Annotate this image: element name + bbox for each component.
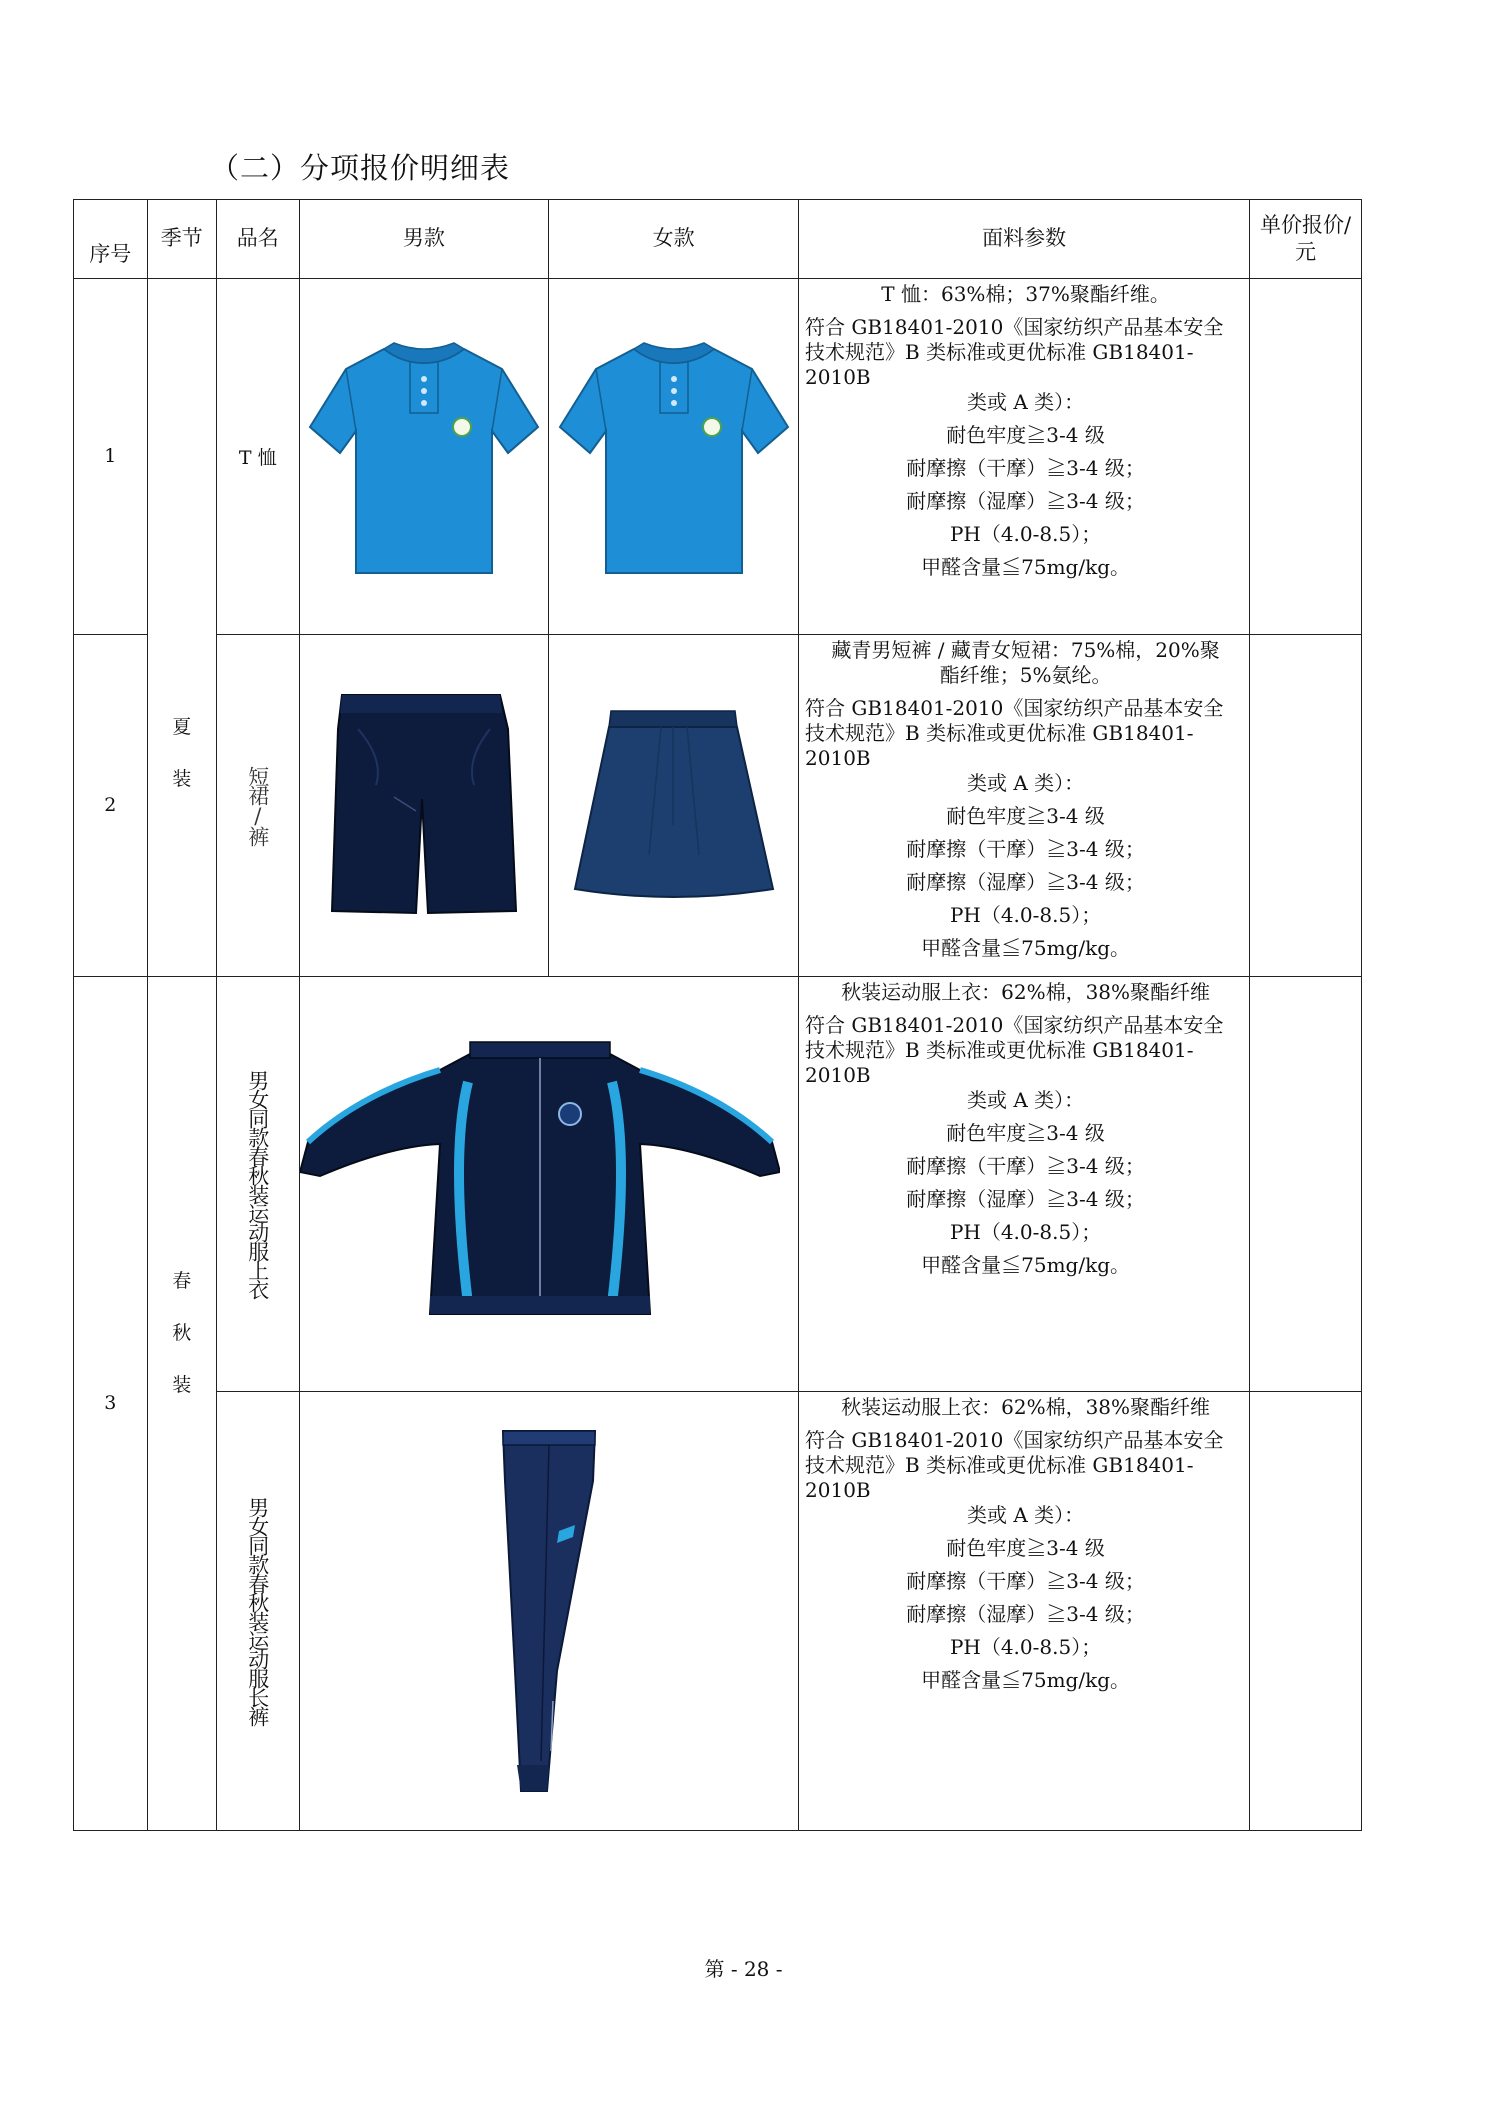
header-season: 季节 — [147, 200, 216, 279]
jacket-cell — [299, 976, 798, 1392]
table-row — [74, 976, 1362, 1392]
price-cell[interactable] — [1250, 279, 1362, 634]
male-shorts-cell — [299, 634, 549, 976]
row-seq: 3 — [74, 976, 148, 1830]
tshirt-image — [306, 331, 542, 581]
fabric-params: 藏青男短裤 / 藏青女短裙：75%棉，20%聚 酯纤维；5%氨纶。 符合 GB18401-2010《国家纺织产品基本安全 技术规范》B 类标准或更优标准 GB18401-2010B 类或 A 类）： 耐色牢度≧3-4 级 耐摩擦（干摩）≧3-4 级； 耐摩擦（湿摩）≧3-4 级； PH（4.0-8.5）； 甲醛含量≦75mg/kg。 — [799, 634, 1250, 976]
header-item: 品名 — [216, 200, 299, 279]
row-seq: 2 — [74, 634, 148, 976]
fabric-intro: T 恤：63%棉；37%聚酯纤维。 — [881, 282, 1170, 307]
page-number: 第 - 28 - — [704, 1957, 783, 1981]
header-fabric: 面料参数 — [799, 200, 1250, 279]
fabric-intro: 藏青男短裤 / 藏青女短裙：75%棉，20%聚 — [831, 637, 1220, 662]
female-skirt-cell — [549, 634, 799, 976]
tshirt-image — [556, 331, 792, 581]
pants-cell — [299, 1392, 798, 1831]
price-cell[interactable] — [1250, 976, 1362, 1392]
page-title: （二）分项报价明细表 — [210, 151, 511, 185]
price-cell[interactable] — [1250, 1392, 1362, 1831]
female-tshirt-cell — [549, 279, 799, 634]
row-item: 短裙/裤 — [216, 634, 299, 976]
header-female: 女款 — [549, 200, 799, 279]
fabric-intro: 秋装运动服上衣：62%棉，38%聚酯纤维 — [841, 1395, 1211, 1420]
row-item: T 恤 — [216, 279, 299, 634]
male-tshirt-cell — [299, 279, 549, 634]
fabric-params: 秋装运动服上衣：62%棉，38%聚酯纤维 符合 GB18401-2010《国家纺织产品基本安全 技术规范》B 类标准或更优标准 GB18401-2010B 类或 A 类）： 耐色牢度≧3-4 级 耐摩擦（干摩）≧3-4 级； 耐摩擦（湿摩）≧3-4 级； PH（4.0-8.5）； 甲醛含量≦75mg/kg。 — [799, 976, 1250, 1392]
table-row — [74, 1392, 1362, 1831]
header-seq: 序号 — [74, 200, 148, 279]
header-male: 男款 — [299, 200, 549, 279]
fabric-params: T 恤：63%棉；37%聚酯纤维。 符合 GB18401-2010《国家纺织产品基本安全 技术规范》B 类标准或更优标准 GB18401-2010B 类或 A 类）： 耐色牢度≧3-4 级 耐摩擦（干摩）≧3-4 级； 耐摩擦（湿摩）≧3-4 级； PH（4.0-8.5）； 甲醛含量≦75mg/kg。 — [799, 279, 1250, 634]
jacket-image — [300, 1034, 780, 1334]
row-seq: 1 — [74, 279, 148, 634]
table-row — [74, 634, 1362, 976]
fabric-params: 秋装运动服上衣：62%棉，38%聚酯纤维 符合 GB18401-2010《国家纺织产品基本安全 技术规范》B 类标准或更优标准 GB18401-2010B 类或 A 类）： 耐色牢度≧3-4 级 耐摩擦（干摩）≧3-4 级； 耐摩擦（湿摩）≧3-4 级； PH（4.0-8.5）； 甲醛含量≦75mg/kg。 — [799, 1392, 1250, 1831]
table-row — [74, 279, 1362, 634]
season-spring-autumn: 春 秋 装 — [147, 976, 216, 1830]
fabric-intro: 秋装运动服上衣：62%棉，38%聚酯纤维 — [841, 979, 1211, 1004]
row-item: 男女同款春秋装运动服长裤 — [216, 1392, 299, 1831]
quote-table — [73, 199, 1362, 1831]
season-summer: 夏 装 — [147, 279, 216, 977]
header-row — [74, 200, 1362, 279]
skirt-image — [569, 705, 779, 905]
price-cell[interactable] — [1250, 634, 1362, 976]
row-item: 男女同款春秋装运动服上衣 — [216, 976, 299, 1392]
header-price: 单价报价/ 元 — [1250, 200, 1362, 279]
shorts-image — [324, 689, 524, 921]
pants-image — [309, 1421, 789, 1801]
